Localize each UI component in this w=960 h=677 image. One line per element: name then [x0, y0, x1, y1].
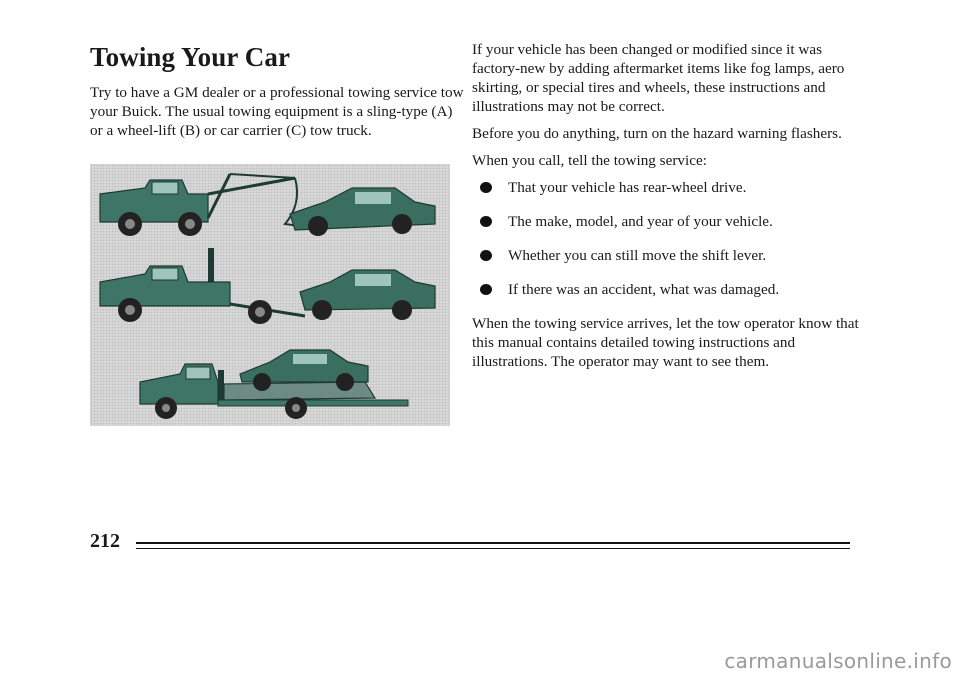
- list-item: That your vehicle has rear-wheel drive.: [472, 178, 862, 197]
- page-number: 212: [90, 530, 120, 552]
- footer-rule-thin: [136, 548, 850, 549]
- footer-rule: [136, 542, 850, 544]
- modification-warning: If your vehicle has been changed or modified since it was factory-new by adding aftermarket items like fog lamps, aero skirting, or special tires and wheels, these instructions and illustrations may not be correct.: [472, 41, 845, 115]
- hazard-instruction: Before you do anything, turn on the hazard warning flashers.: [472, 125, 842, 142]
- right-column: [472, 40, 862, 379]
- bullet-icon: [480, 284, 492, 295]
- list-item: If there was an accident, what was damaged.: [472, 280, 862, 299]
- bullet-icon: [480, 216, 492, 227]
- bullet-icon: [480, 182, 492, 193]
- towing-info-list: [472, 178, 862, 299]
- page-footer: [90, 530, 850, 560]
- left-column: [90, 42, 468, 140]
- list-item: Whether you can still move the shift lever.: [472, 246, 862, 265]
- wheel-lift-tow-truck: [100, 248, 305, 324]
- bullet-icon: [480, 250, 492, 261]
- towed-car-b: [300, 270, 435, 320]
- list-item: The make, model, and year of your vehicle.: [472, 212, 862, 231]
- towed-car-a: [290, 188, 435, 236]
- page-title: Towing Your Car: [90, 42, 291, 72]
- call-instruction: When you call, tell the towing service:: [472, 152, 707, 169]
- tow-truck-drawing: [90, 164, 450, 426]
- watermark-text: carmanualsonline.info: [724, 649, 952, 673]
- operator-instruction: When the towing service arrives, let the tow operator know that this manual contains detailed towing instructions and illustrations. The operator may want to see them.: [472, 315, 859, 370]
- tow-truck-illustration: [90, 164, 450, 426]
- sling-tow-truck: [100, 174, 300, 236]
- intro-paragraph: Try to have a GM dealer or a professional towing service tow your Buick. The usual towing equipment is a sling-type (A) or a wheel-lift (B) or car carrier (C) tow truck.: [90, 84, 464, 139]
